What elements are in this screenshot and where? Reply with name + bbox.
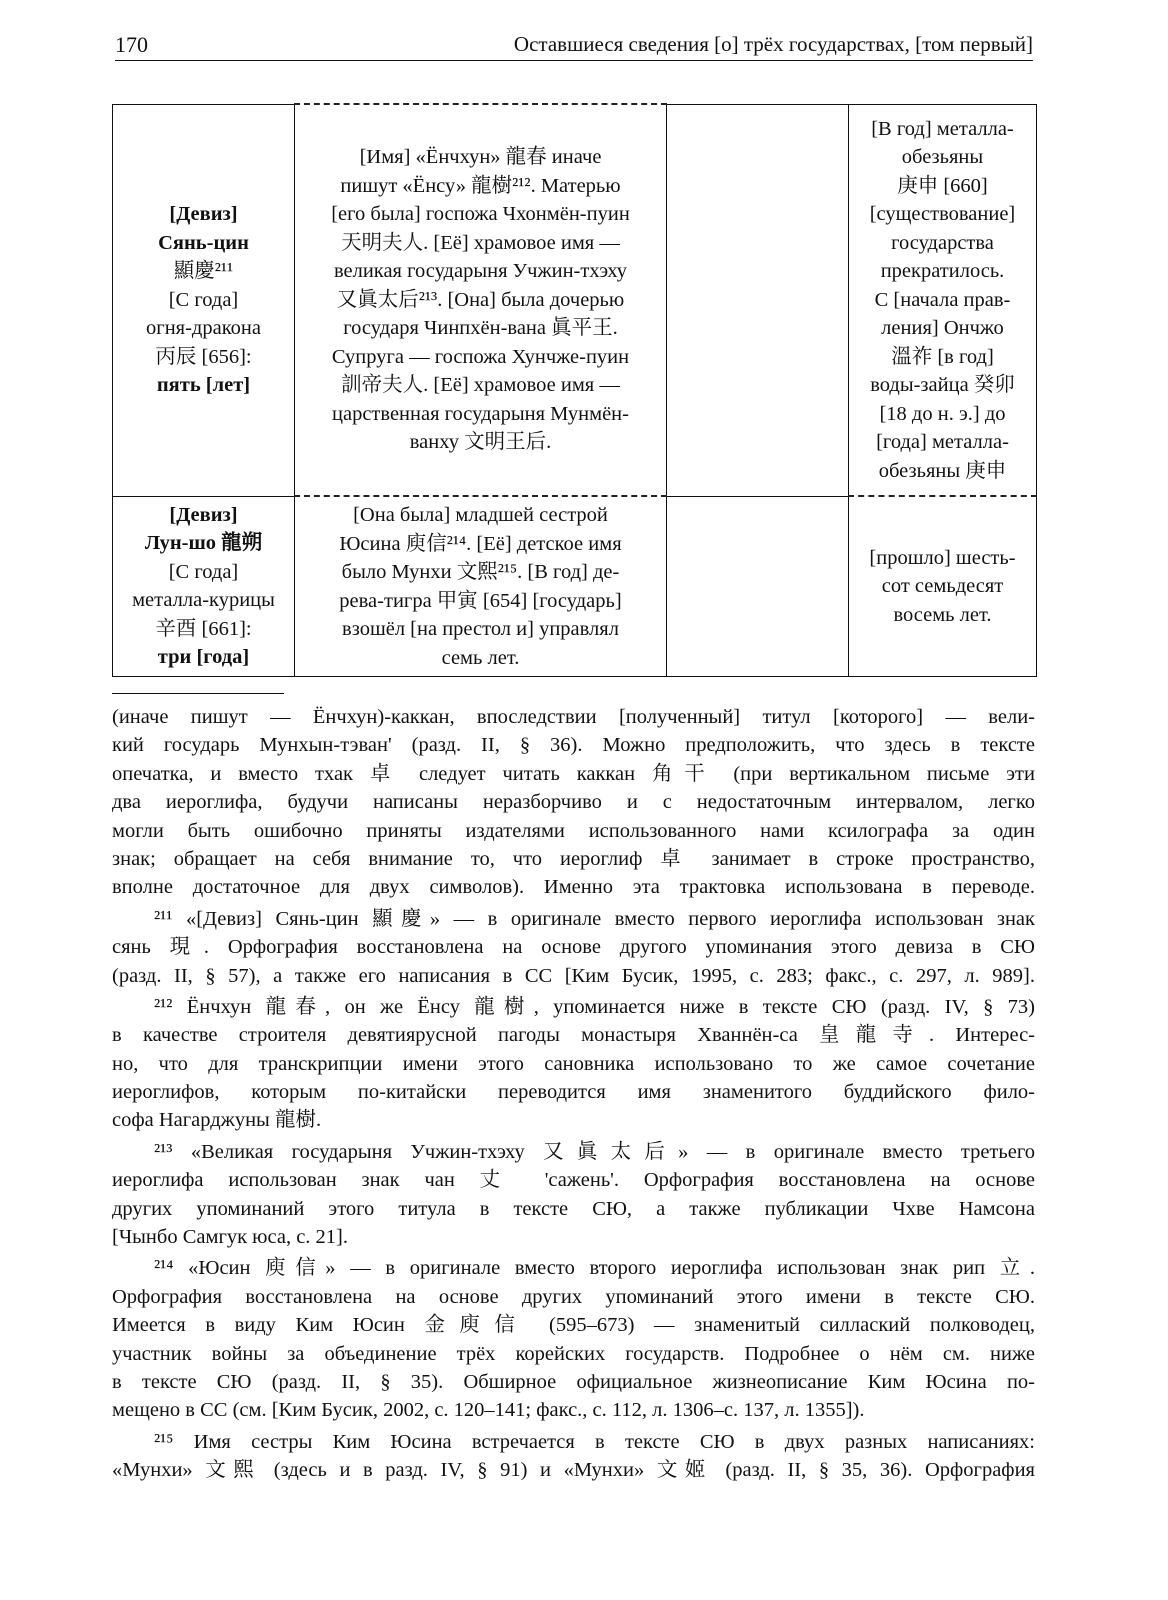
footnote-214: ²¹⁴ «Юсин 庾信» — в оригинале вместо второго иероглифа использован знак рип 立. Орфография восстановлена на основе других упоминаний этого имени в тексте СЮ. Имеется в виду Ким Юсин 金庾信 (595–673) — знаменитый силлаский полководец, участник войны за объединение трёх корейских государств. Подробнее о нём см. ниже в тексте СЮ (разд. II, § 35). Обширное официальное жизнеописание Ким Юсина по- мещено в СС (см. [Ким Бусик, 2002, с. 120–141; факс., с. 112, л. 1306–с. 137, л. 1355]). — [112, 1257, 1035, 1422]
running-title: Оставшиеся сведения [о] трёх государствах, [том первый] — [513, 32, 1033, 56]
ruler-info-cell: [Имя] «Ёнчхун» 龍春 иначе пишут «Ёнсу» 龍樹²¹². Матерью [его была] госпожа Чхонмён-пуин 天明夫人. [Её] храмовое имя — великая государыня Учжин-тхэху 又眞太后²¹³. [Она] была дочерью государя Чинпхён-вана 眞平王. Супруга — госпожа Хунчже-пуин 訓帝夫人. [Её] храмовое имя — царственная государыня Мунмён- ванху 文明王后. — [295, 104, 667, 496]
state-end-cell: [В год] металла- обезьяны 庚申 [660] [существование] государства прекратилось. С [начала прав- ления] Ончжо 溫祚 [в год] воды-зайца 癸卯 [18 до н. э.] до [года] металла- обезьяны 庚申 — [849, 104, 1037, 496]
footnote-211: ²¹¹ «[Девиз] Сянь-цин 顯慶» — в оригинале вместо первого иероглифа использован знак сянь 現. Орфография восстановлена на основе другого упоминания этого девиза в СЮ (разд. II, § 57), а также его написания в СС [Ким Бусик, 1995, с. 283; факс., с. 297, л. 989]. — [112, 907, 1035, 987]
footnote-212: ²¹² Ёнчхун 龍春, он же Ёнсу 龍樹, упоминается ниже в тексте СЮ (разд. IV, § 73) в качестве строителя девятиярусной пагоды монастыря Хваннён-са 皇龍寺. Интерес- но, что для транскрипции имени этого сановника использовано то же самое сочетание иероглифов, которым по-китайски переводится имя знаменитого буддийского фило- софа Нагарджуны 龍樹. — [112, 995, 1035, 1132]
duration-cell: [прошло] шесть- сот семьдесят восемь лет. — [849, 496, 1037, 677]
footnotes — [112, 703, 1035, 1485]
footnote-213: ²¹³ «Великая государыня Учжин-тхэху 又眞太后» — в оригинале вместо третьего иероглифа использован знак чан 丈 'сажень'. Орфография восстановлена на основе других упоминаний этого титула в тексте СЮ, а также публикации Чхве Намсона [Чынбо Самгук юса, с. 21]. — [112, 1140, 1035, 1249]
ruler-info-cell: [Она была] младшей сестрой Юсина 庾信²¹⁴. [Её] детское имя было Мунхи 文熙²¹⁵. [В год] де- рева-тигра 甲寅 [654] [государь] взошёл [на престол и] управлял семь лет. — [295, 496, 667, 677]
era-cell: [Девиз] Лун-шо 龍朔 [С года] металла-курицы 辛酉 [661]: три [года] — [113, 496, 295, 677]
table-row — [113, 496, 1037, 677]
chronology-table — [112, 103, 1037, 677]
footnote-continuation: (иначе пишут — Ёнчхун)-каккан, впоследствии [полученный] титул [которого] — вели- кий государь Мунхын-тэван' (разд. II, § 36). Можно предположить, что здесь в тексте опечатка, и вместо тхак 卓 следует читать каккан 角干 (при вертикальном письме эти два иероглифа, будучи написаны неразборчиво и с недостаточным интервалом, легко могли быть ошибочно приняты издателями использованного нами ксилографа за один знак; обращает на себя внимание то, что иероглиф 卓 занимает в строке пространство, вполне достаточное для двух символов). Именно эта трактовка использована в переводе. — [112, 706, 1035, 899]
table-row — [113, 104, 1037, 496]
empty-cell — [667, 104, 849, 496]
footnote-215: ²¹⁵ Имя сестры Ким Юсина встречается в тексте СЮ в двух разных написаниях: «Мунхи» 文熙 (здесь и в разд. IV, § 91) и «Мунхи» 文姬 (разд. II, § 35, 36). Орфография — [112, 1430, 1035, 1482]
era-cell: [Девиз] Сянь-цин 顯慶²¹¹ [С года] огня-дракона 丙辰 [656]: пять [лет] — [113, 104, 295, 496]
empty-cell — [667, 496, 849, 677]
footnote-rule — [112, 693, 284, 694]
page-number: 170 — [115, 32, 148, 57]
page-header — [115, 30, 1033, 61]
